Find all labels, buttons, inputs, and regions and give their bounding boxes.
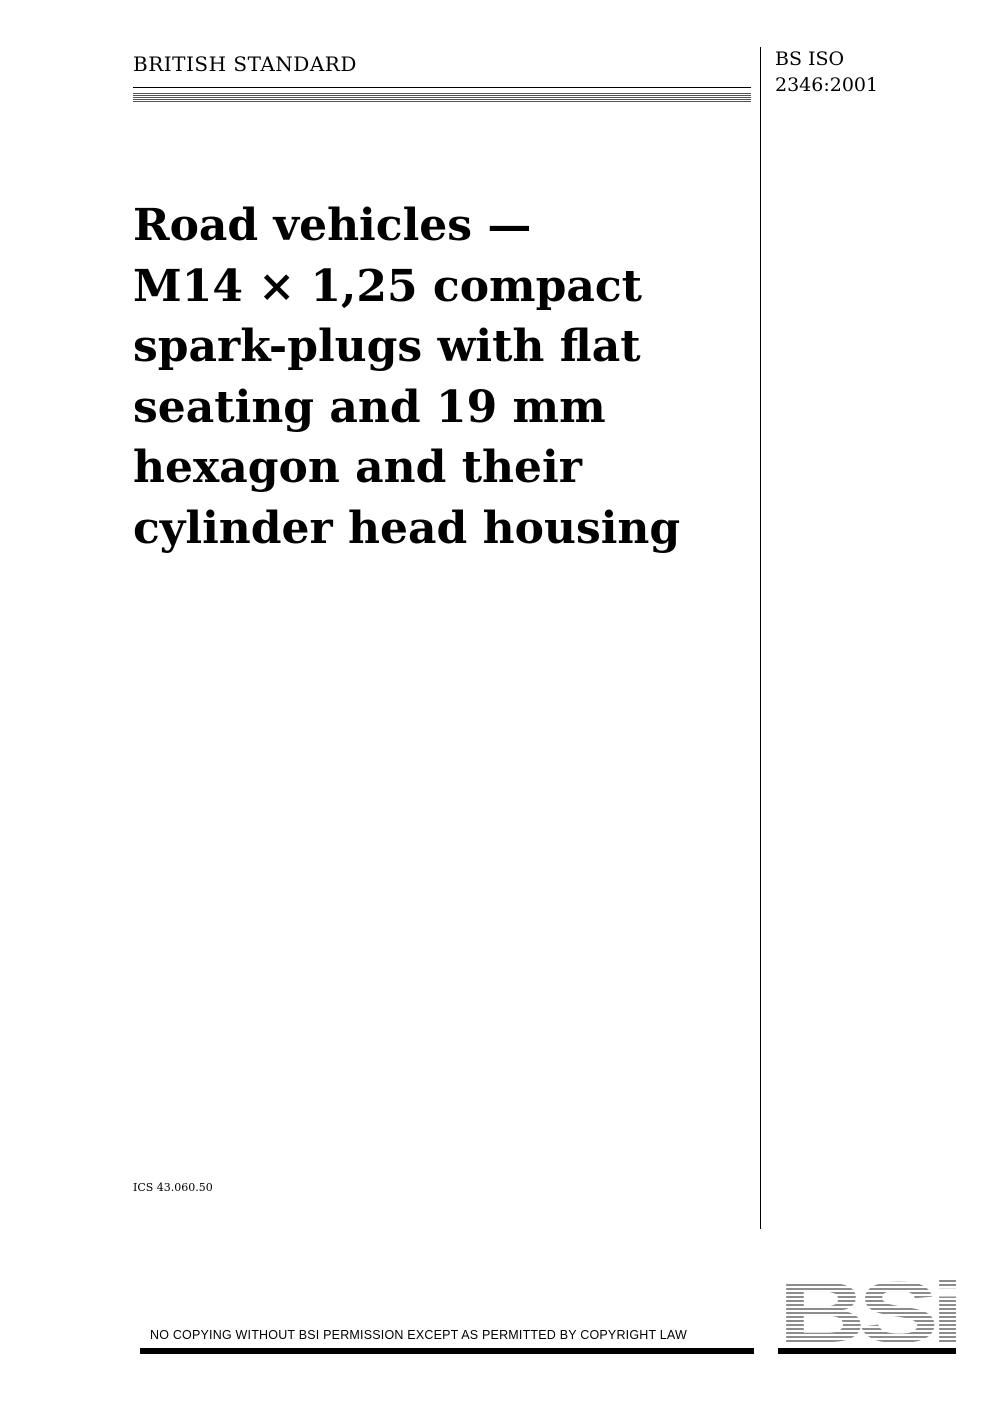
- document-number: [775, 46, 878, 98]
- footer-rule: [140, 1348, 754, 1354]
- title-line: M14 × 1,25 compact: [133, 260, 643, 312]
- document-number-line-2: 2346:2001: [775, 74, 879, 96]
- bsi-logo: [778, 1276, 956, 1354]
- header-rule: [133, 87, 751, 88]
- title-line: seating and 19 mm: [133, 381, 606, 433]
- document-type: BRITISH STANDARD: [133, 52, 357, 76]
- vertical-divider: [760, 47, 761, 1229]
- document-title: [133, 196, 753, 559]
- title-line: Road vehicles —: [133, 200, 532, 251]
- title-line: cylinder head housing: [133, 502, 681, 554]
- ics-code: ICS 43.060.50: [133, 1181, 213, 1194]
- copyright-notice: NO COPYING WITHOUT BSI PERMISSION EXCEPT AS PERMITTED BY COPYRIGHT LAW: [150, 1328, 688, 1342]
- title-line: hexagon and their: [133, 442, 582, 493]
- title-line: spark-plugs with flat: [133, 321, 641, 372]
- document-number-line-1: BS ISO: [775, 48, 845, 70]
- header-rule-shaded: [133, 93, 751, 102]
